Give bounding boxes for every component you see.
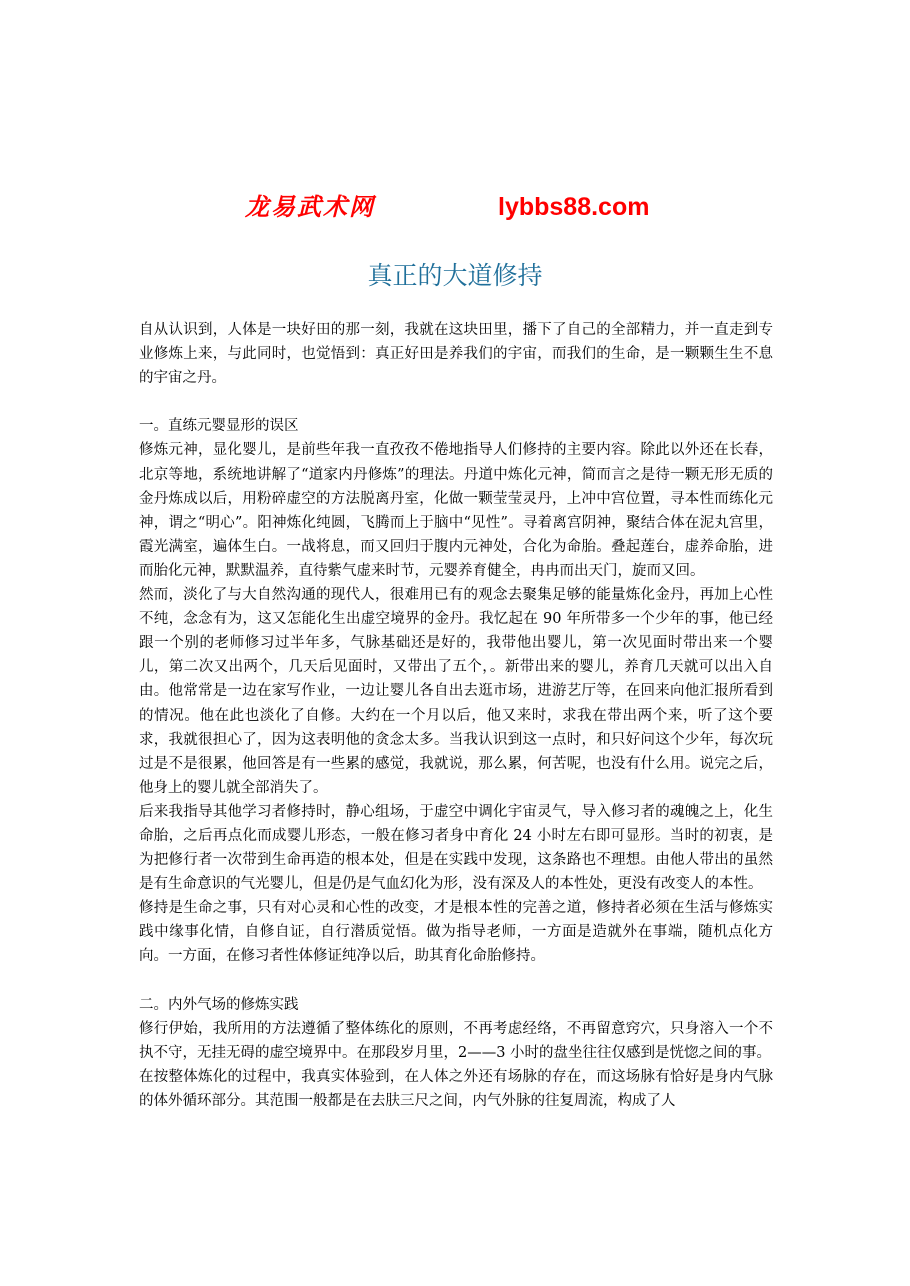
document-title: 真正的大道修持: [367, 261, 543, 290]
site-header: [0, 190, 910, 226]
intro-paragraph: 自从认识到，人体是一块好田的那一刻，我就在这块田里，播下了自己的全部精力，并一直走到专业修炼上来，与此同时，也觉悟到：真正好田是养我们的宇宙，而我们的生命，是一颗颗生生不息的宇宙之丹。: [139, 322, 773, 387]
section-heading: 二。内外气场的修炼实践: [139, 996, 299, 1013]
body-paragraph: 修炼元神，显化婴儿，是前些年我一直孜孜不倦地指导人们修持的主要内容。除此以外还在长春，北京等地，系统地讲解了“道家内丹修炼”的理法。丹道中炼化元神，简而言之是待一颗无形无质的金丹炼成以后，用粉碎虚空的方法脱离丹室，化做一颗莹莹灵丹，上冲中宫位置，寻本性而练化元神，谓之“明心”。阳神炼化纯圆，飞腾而上于脑中“见性”。寻着离宫阴神，聚结合体在泥丸宫里，霞光满室，遍体生白。一战将息，而又回归于腹内元神处，合化为命胎。叠起莲台，虚养命胎，进而胎化元神，默默温养，直待紫气虚来时节，元婴养育健全，冉冉而出天门，旋而又回。: [139, 442, 773, 579]
document-body: [139, 318, 773, 1113]
body-paragraph: 在按整体炼化的过程中，我真实体验到，在人体之外还有场脉的存在，而这场脉有恰好是身内气脉的体外循环部分。其范围一般都是在去肤三尺之间，内气外脉的往复周流，构成了人: [139, 1068, 773, 1109]
paragraph-gap: [139, 969, 773, 993]
body-paragraph: 修行伊始，我所用的方法遵循了整体练化的原则，不再考虑经络，不再留意窍穴，只身溶入一个不执不守，无挂无碍的虚空境界中。在那段岁月里，2——3 小时的盘坐往往仅感到是恍惚之间的事。: [139, 1020, 773, 1061]
site-name: 龙易武术网: [245, 192, 375, 221]
site-url[interactable]: lybbs88.com: [498, 193, 650, 221]
body-paragraph: 后来我指导其他学习者修持时，静心组场，于虚空中调化宇宙灵气，导入修习者的魂魄之上，化生命胎，之后再点化而成婴儿形态，一般在修习者身中育化 24 小时左右即可显形。当时的初衷，是为把修行者一次带到生命再造的根本处，但是在实践中发现，这条路也不理想。由他人带出的虽然是有生命意识的气光婴儿，但是仍是气血幻化为形，没有深及人的本性处，更没有改变人的本性。: [139, 803, 773, 893]
paragraph-gap: [139, 390, 773, 414]
body-paragraph: 然而，淡化了与大自然沟通的现代人，很难用已有的观念去聚集足够的能量炼化金丹，再加上心性不纯，念念有为，这又怎能化生出虚空境界的金丹。我忆起在 90 年所带多一个少年的事，他已经跟一个别的老师修习过半年多，气脉基础还是好的，我带他出婴儿，第一次见面时带出来一个婴儿，第二次又出两个，几天后见面时，又带出了五个，。新带出来的婴儿，养育几天就可以出入自由。他常常是一边在家写作业，一边让婴儿各自出去逛市场，进游艺厅等，在回来向他汇报所看到的情况。他在此也淡化了自修。大约在一个月以后，他又来时，求我在带出两个来，听了这个要求，我就很担心了，因为这表明他的贪念太多。当我认识到这一点时，和只好问这个少年，每次玩过是不是很累，他回答是有一些累的感觉，我就说，那么累，何苦呢，也没有什么用。说完之后，他身上的婴儿就全部消失了。: [139, 587, 773, 796]
section-heading: 一。直练元婴显形的误区: [139, 418, 299, 435]
body-paragraph: 修持是生命之事，只有对心灵和心性的改变，才是根本性的完善之道，修持者必须在生活与修炼实践中缘事化情，自修自证，自行潜质觉悟。做为指导老师，一方面是造就外在事端，随机点化方向。一方面，在修习者性体修证纯净以后，助其育化命胎修持。: [139, 900, 773, 965]
